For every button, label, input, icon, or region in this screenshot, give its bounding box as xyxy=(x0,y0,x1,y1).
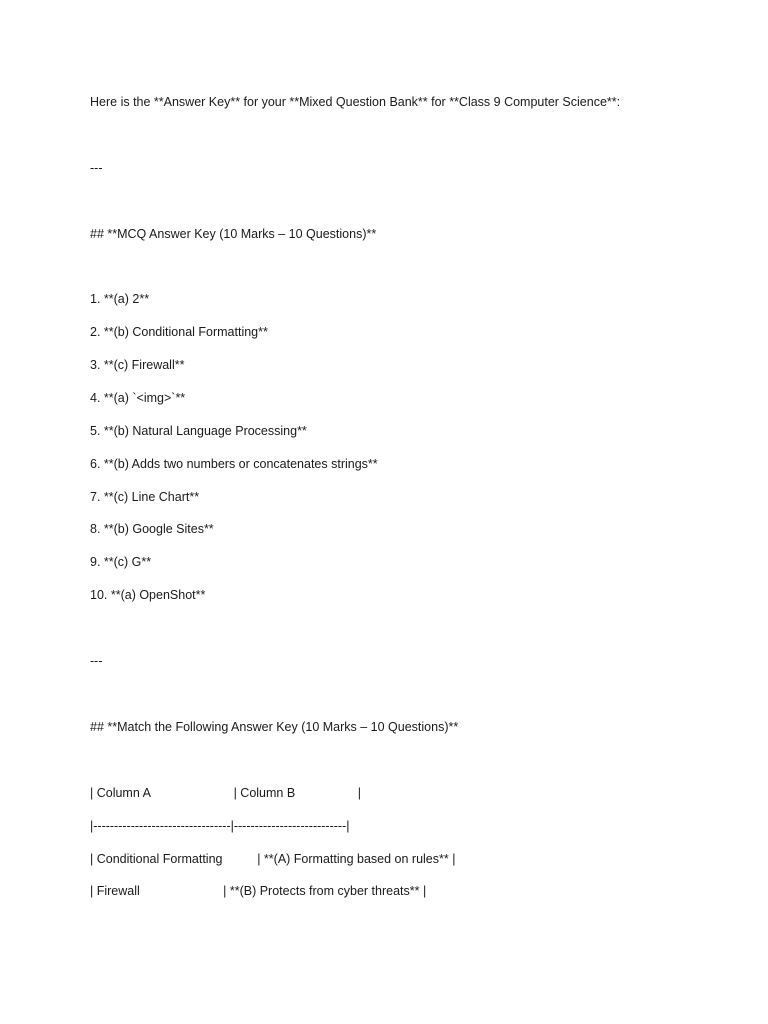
separator: --- xyxy=(90,654,103,668)
mcq-answer-2: 2. **(b) Conditional Formatting** xyxy=(90,325,268,339)
table-divider-row: |---------------------------------|---------------------------| xyxy=(90,819,350,833)
mcq-answer-1: 1. **(a) 2** xyxy=(90,292,150,306)
mcq-answer-5: 5. **(b) Natural Language Processing** xyxy=(90,424,307,438)
table-header-row: | Column A | Column B | xyxy=(90,786,361,800)
table-row: | Firewall | **(B) Protects from cyber threats** | xyxy=(90,884,427,898)
mcq-answer-7: 7. **(c) Line Chart** xyxy=(90,490,200,504)
mcq-answer-4: 4. **(a) `<img>`** xyxy=(90,391,186,405)
match-heading: ## **Match the Following Answer Key (10 Marks – 10 Questions)** xyxy=(90,720,459,734)
mcq-answer-3: 3. **(c) Firewall** xyxy=(90,358,185,372)
mcq-answer-8: 8. **(b) Google Sites** xyxy=(90,522,214,536)
mcq-answer-9: 9. **(c) G** xyxy=(90,555,152,569)
mcq-answer-10: 10. **(a) OpenShot** xyxy=(90,588,206,602)
separator: --- xyxy=(90,161,103,175)
mcq-answer-6: 6. **(b) Adds two numbers or concatenates strings** xyxy=(90,457,378,471)
intro-text: Here is the **Answer Key** for your **Mixed Question Bank** for **Class 9 Computer Science**: xyxy=(90,95,621,109)
mcq-heading: ## **MCQ Answer Key (10 Marks – 10 Questions)** xyxy=(90,227,377,241)
table-row: | Conditional Formatting | **(A) Formatting based on rules** | xyxy=(90,852,456,866)
